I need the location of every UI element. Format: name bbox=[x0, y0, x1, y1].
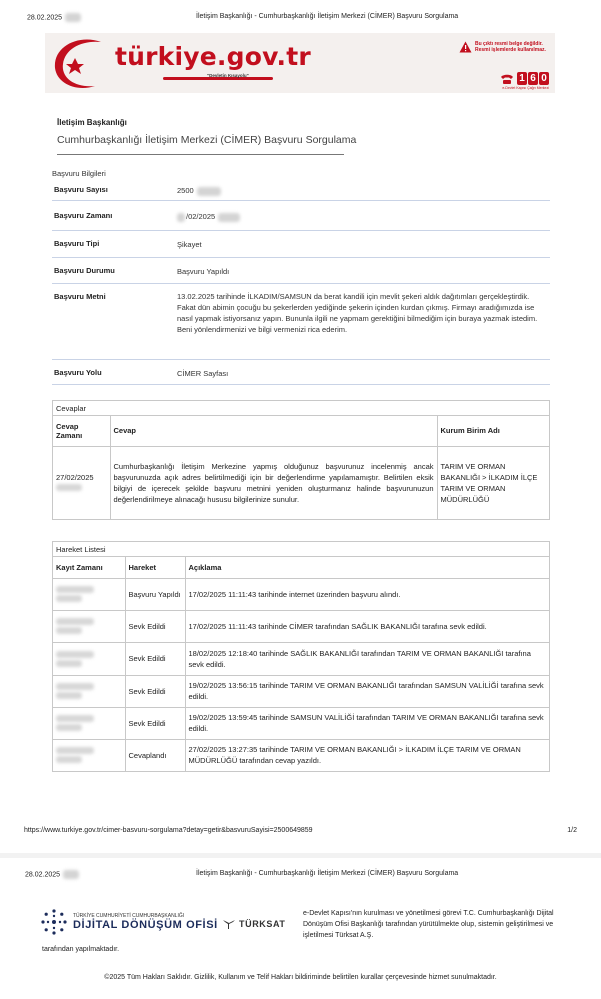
hareket-desc: 19/02/2025 13:56:15 tarihinde TARIM VE ORMAN BAKANLIĞI tarafından SAMSUN VALİLİĞİ tarafına sevk edildi. bbox=[185, 675, 549, 707]
info-value: Şikayet bbox=[177, 240, 202, 249]
edevlet-description: e-Devlet Kapısı'nın kurulması ve yönetilmesi görevi T.C. Cumhurbaşkanlığı Dijital Dönüşüm Ofisi Başkanlığı tarafından yürütülmekte olup, sistemin geliştirilmesi ve işletilmesi Türksat A.Ş. bbox=[303, 910, 554, 939]
hareket-desc: 18/02/2025 12:18:40 tarihinde SAĞLIK BAKANLIĞI tarafından TARIM VE ORMAN BAKANLIĞI tarafına sevk edildi. bbox=[185, 642, 549, 675]
table-row bbox=[53, 578, 549, 610]
warning-notice bbox=[459, 41, 547, 53]
crescent-logo-icon bbox=[49, 36, 119, 90]
ddo-emblem-icon bbox=[40, 908, 68, 936]
hareket-desc: 27/02/2025 13:27:35 tarihinde TARIM VE ORMAN BAKANLIĞI > İLKADIM İLÇE TARIM VE ORMAN MÜDÜRLÜĞÜ tarafından cevap yazıldı. bbox=[185, 739, 549, 771]
info-label: Başvuru Sayısı bbox=[54, 185, 108, 194]
info-row-basvuru-yolu bbox=[52, 360, 550, 385]
ddo-title: DİJİTAL DÖNÜŞÜM OFİSİ bbox=[73, 919, 218, 931]
hareket-action: Cevaplandı bbox=[125, 739, 185, 771]
edevlet-description-tail: tarafından yapılmaktadır. bbox=[42, 946, 120, 953]
call-center bbox=[500, 72, 549, 85]
table-row bbox=[53, 675, 549, 707]
cevaplar-caption: Cevaplar bbox=[53, 401, 549, 416]
redacted-time-cell bbox=[53, 610, 125, 642]
dijital-donusum-ofisi-logo bbox=[40, 908, 218, 936]
info-row-basvuru-sayisi bbox=[52, 181, 550, 201]
basvuru-section-caption: Başvuru Bilgileri bbox=[52, 169, 106, 178]
info-row-basvuru-durumu bbox=[52, 258, 550, 284]
hareket-action: Sevk Edildi bbox=[125, 707, 185, 739]
info-label: Başvuru Yolu bbox=[54, 368, 102, 377]
column-header: Açıklama bbox=[185, 557, 549, 578]
redacted-time-cell bbox=[53, 707, 125, 739]
info-label: Başvuru Metni bbox=[54, 292, 106, 301]
table-header-row bbox=[53, 416, 549, 446]
redacted-time-cell bbox=[53, 578, 125, 610]
turksat-logo bbox=[222, 918, 286, 930]
warning-line-2: Resmi işlemlerde kullanılmaz. bbox=[475, 47, 546, 53]
info-label: Başvuru Tipi bbox=[54, 239, 100, 248]
table-row bbox=[53, 739, 549, 771]
column-header: Cevap Zamanı bbox=[53, 416, 110, 446]
redacted-time bbox=[56, 484, 82, 491]
table-row bbox=[53, 446, 549, 519]
info-row-basvuru-metni bbox=[52, 284, 550, 360]
site-banner bbox=[45, 33, 555, 93]
logo-text: türkiye.gov.tr bbox=[115, 42, 311, 71]
logo-slogan: "Devletin Kısayolu" bbox=[207, 73, 249, 78]
page-number: 1/2 bbox=[567, 827, 577, 834]
print-date: 28.02.2025 bbox=[25, 870, 79, 879]
print-header bbox=[0, 13, 601, 25]
cevap-date: 27/02/2025 bbox=[56, 472, 94, 482]
redacted-time-cell bbox=[53, 642, 125, 675]
column-header: Kayıt Zamanı bbox=[53, 557, 125, 578]
hareket-table bbox=[52, 541, 550, 772]
hareket-desc: 19/02/2025 13:59:45 tarihinde SAMSUN VALİLİĞİ tarafından TARIM VE ORMAN BAKANLIĞI tarafına sevk edildi. bbox=[185, 707, 549, 739]
warning-triangle-icon bbox=[459, 41, 472, 53]
print-title: İletişim Başkanlığı - Cumhurbaşkanlığı İletişim Merkezi (CİMER) Başvuru Sorgulama bbox=[196, 870, 459, 877]
call-center-caption: e-Devlet Kapısı Çağrı Merkezi bbox=[502, 86, 549, 90]
cevap-text: Cumhurbaşkanlığı İletişim Merkezine yapmış olduğunuz başvurunuz incelenmiş ancak başvurunuzda açık adres belirtilmediği için bir değerlendirme yapılamamıştır. Belirtilen eksik bilgiyi de içerecek şekilde başvuru metnini yeniden oluşturmanız halinde başvurunuzun değerlendirilmeye alınacağı hususu bilgilerinize sunulur. bbox=[110, 446, 437, 519]
column-header: Kurum Birim Adı bbox=[437, 416, 549, 446]
title-divider bbox=[57, 154, 344, 155]
page-title: Cumhurbaşkanlığı İletişim Merkezi (CİMER) Başvuru Sorgulama bbox=[57, 134, 357, 146]
hareket-caption: Hareket Listesi bbox=[53, 542, 549, 557]
info-row-basvuru-tipi bbox=[52, 231, 550, 258]
phone-digit: 1 bbox=[517, 72, 527, 85]
copyright-notice: ©2025 Tüm Hakları Saklıdır. Gizlilik, Kullanım ve Telif Hakları bildiriminde belirtilen kurallar çerçevesinde hizmet sunulmaktadır. bbox=[104, 974, 497, 981]
phone-icon bbox=[500, 73, 514, 85]
cevap-date-cell bbox=[53, 446, 110, 519]
phone-digit: 0 bbox=[539, 72, 549, 85]
table-row bbox=[53, 707, 549, 739]
column-header: Cevap bbox=[110, 416, 437, 446]
hareket-action: Sevk Edildi bbox=[125, 610, 185, 642]
info-value: 2500 bbox=[177, 185, 547, 196]
hareket-action: Sevk Edildi bbox=[125, 675, 185, 707]
phone-digit: 6 bbox=[528, 72, 538, 85]
redacted-time-cell bbox=[53, 739, 125, 771]
redacted-time-cell bbox=[53, 675, 125, 707]
print-date: 28.02.2025 bbox=[27, 13, 81, 22]
info-value: /02/2025 bbox=[177, 211, 547, 222]
cevap-unit: TARIM VE ORMAN BAKANLIĞI > İLKADIM İLÇE TARIM VE ORMAN MÜDÜRLÜĞÜ bbox=[437, 446, 549, 519]
print-page-2 bbox=[0, 858, 601, 999]
info-value: Başvuru Yapıldı bbox=[177, 267, 230, 276]
hareket-action: Başvuru Yapıldı bbox=[125, 578, 185, 610]
hareket-action: Sevk Edildi bbox=[125, 642, 185, 675]
info-value: CİMER Sayfası bbox=[177, 369, 229, 378]
ddo-small-caption: TÜRKİYE CUMHURİYETİ CUMHURBAŞKANLIĞI bbox=[73, 913, 185, 919]
info-label: Başvuru Zamanı bbox=[54, 211, 113, 220]
cevaplar-table bbox=[52, 400, 550, 520]
table-row bbox=[53, 610, 549, 642]
turksat-emblem-icon bbox=[222, 918, 236, 930]
turksat-text: TÜRKSAT bbox=[239, 919, 286, 929]
warning-line-1: Bu çıktı resmi belge değildir. bbox=[475, 41, 543, 47]
column-header: Hareket bbox=[125, 557, 185, 578]
info-label: Başvuru Durumu bbox=[54, 266, 115, 275]
hareket-desc: 17/02/2025 11:11:43 tarihinde internet üzerinden başvuru alındı. bbox=[185, 578, 549, 610]
info-value: 13.02.2025 tarihinde İLKADIM/SAMSUN da berat kandili için mevlit şekeri aldık dağıtımları gerçekleştirdik. Fakat dün abimin çocuğu bu şekerlerden yediğinde şekerin içinden kurdan çıkmış. Firmayı aradığımızda ise nasıl yapmak istiyorsanız yapın. Bununla ilgili ne yapmam gerektiğini bilmediğim için buraya yazmak istedim. Beni yönlendirmenizi ve bilgi vermenizi rica ederim. bbox=[177, 292, 538, 334]
table-header-row bbox=[53, 557, 549, 578]
organization-name: İletişim Başkanlığı bbox=[57, 118, 127, 127]
print-title: İletişim Başkanlığı - Cumhurbaşkanlığı İletişim Merkezi (CİMER) Başvuru Sorgulama bbox=[196, 13, 459, 20]
print-header bbox=[0, 870, 601, 882]
page-url: https://www.turkiye.gov.tr/cimer-basvuru-sorgulama?detay=getir&basvuruSayisi=2500649859 bbox=[24, 827, 313, 834]
hareket-desc: 17/02/2025 11:11:43 tarihinde CİMER tarafından SAĞLIK BAKANLIĞI tarafına sevk edildi. bbox=[185, 610, 549, 642]
table-row bbox=[53, 642, 549, 675]
info-row-basvuru-zamani bbox=[52, 201, 550, 231]
